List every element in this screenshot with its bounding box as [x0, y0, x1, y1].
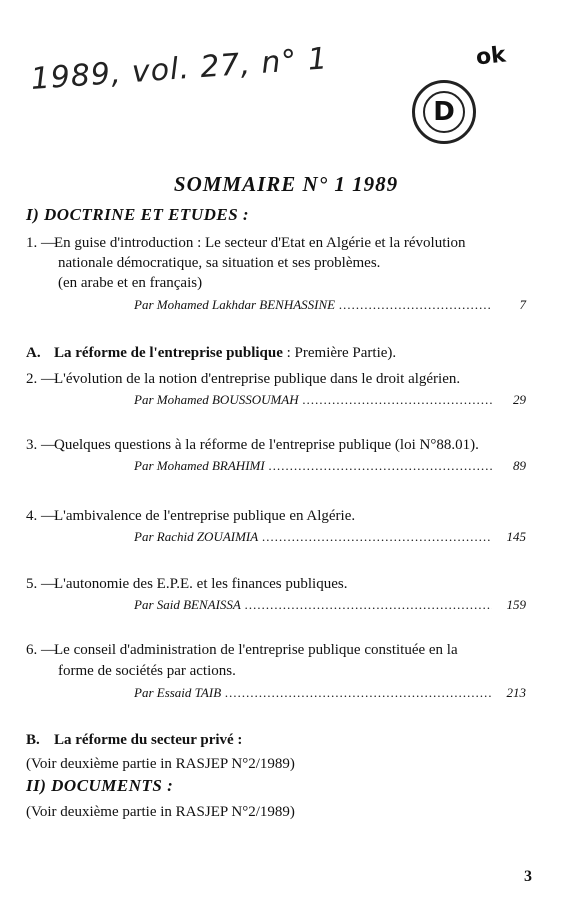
handwritten-annotation: 1989, vol. 27, n° 1	[29, 41, 330, 97]
stamp-letter: D	[423, 91, 465, 133]
page-ref: 213	[506, 685, 526, 700]
toc-item-1-line-3: (en arabe et en français)	[58, 275, 203, 291]
toc-item-3: 3. —Quelques questions à la réforme de l'entreprise publique (loi N°88.01).	[26, 437, 479, 453]
toc-item-1: 1. —En guise d'introduction : Le secteur d'Etat en Algérie et la révolution	[26, 235, 466, 251]
page-ref: 145	[506, 529, 526, 544]
documents-note: (Voir deuxième partie in RASJEP N°2/1989)	[26, 804, 295, 820]
section-heading-documents: II) DOCUMENTS :	[26, 776, 174, 795]
page-ref: 29	[513, 392, 526, 407]
toc-item-6-author-row: Par Essaid TAIB ..... 213	[134, 685, 526, 701]
part-a-heading: A. La réforme de l'entreprise publique : Première Partie).	[26, 345, 397, 361]
stamp-logo	[412, 80, 476, 144]
toc-item-6-line-2: forme de sociétés par actions.	[58, 663, 236, 679]
page-ref: 89	[513, 458, 526, 473]
toc-item-2: 2. —L'évolution de la notion d'entreprise publique dans le droit algérien.	[26, 371, 461, 387]
page-ref: 7	[519, 297, 526, 312]
toc-item-3-author-row: Par Mohamed BRAHIMI ..... 89	[134, 458, 526, 474]
toc-item-6: 6. —Le conseil d'administration de l'entreprise publique constituée en la	[26, 642, 458, 658]
ok-mark: ok	[474, 42, 507, 71]
part-b-heading: B. La réforme du secteur privé :	[26, 732, 243, 748]
toc-item-2-author-row: Par Mohamed BOUSSOUMAH ..... 29	[134, 392, 526, 408]
page-number: 3	[524, 868, 532, 885]
page-title: SOMMAIRE N° 1 1989	[173, 172, 399, 196]
toc-item-4: 4. —L'ambivalence de l'entreprise publique en Algérie.	[26, 508, 356, 524]
toc-item-1-author-row: Par Mohamed Lakhdar BENHASSINE ..... 7	[134, 297, 526, 313]
section-heading-doctrine: I) DOCTRINE ET ETUDES :	[26, 205, 250, 224]
toc-item-4-author-row: Par Rachid ZOUAIMIA ..... 145	[134, 529, 526, 545]
toc-item-5: 5. —L'autonomie des E.P.E. et les finances publiques.	[26, 576, 348, 592]
toc-item-5-author-row: Par Said BENAISSA ..... 159	[134, 597, 526, 613]
page-ref: 159	[506, 597, 526, 612]
toc-item-1-line-2: nationale démocratique, sa situation et ses problèmes.	[58, 255, 381, 271]
part-b-note: (Voir deuxième partie in RASJEP N°2/1989)	[26, 756, 295, 772]
